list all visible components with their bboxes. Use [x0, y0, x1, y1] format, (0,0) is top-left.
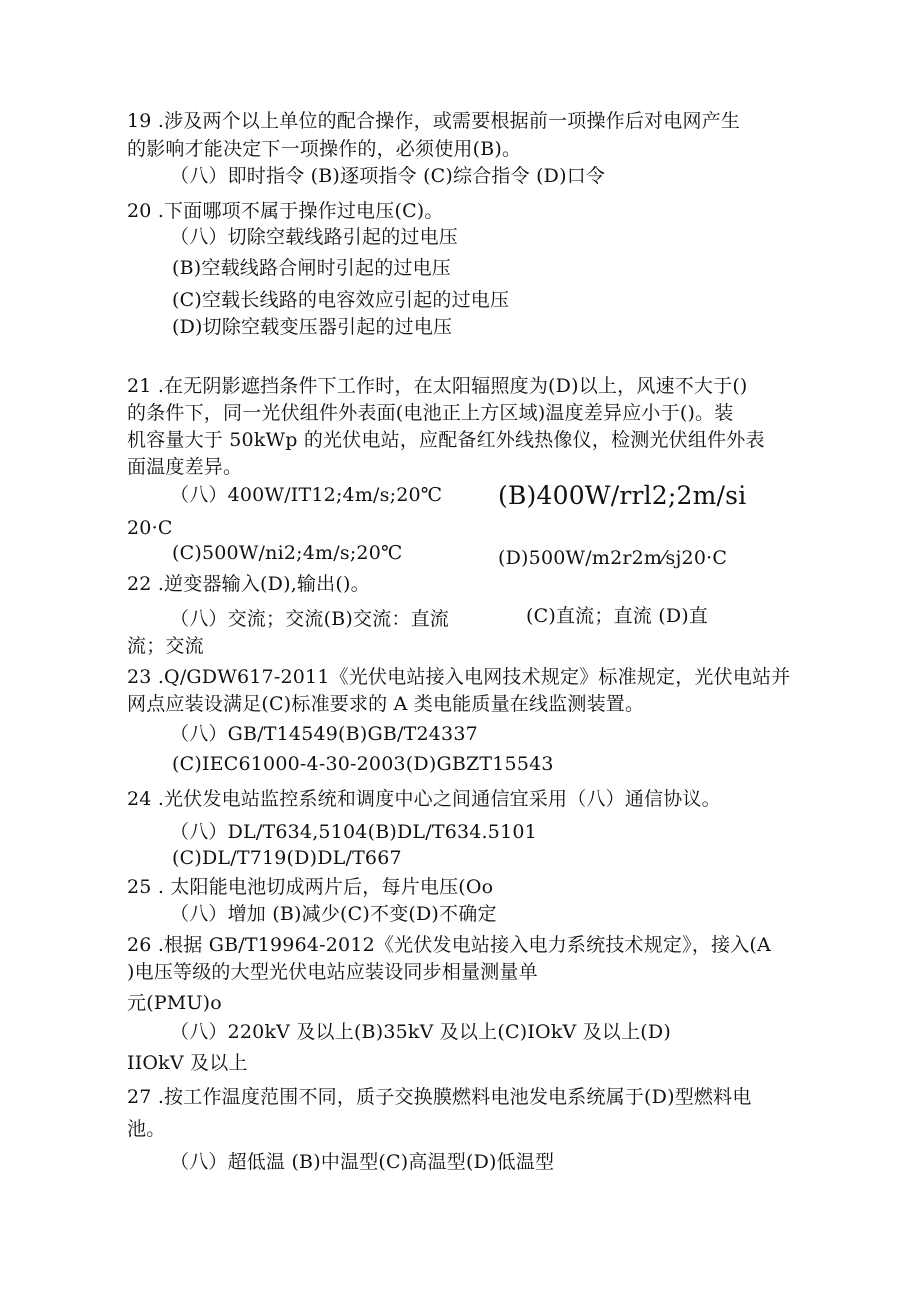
question-21-stem-line-1: 21 .在无阴影遮挡条件下工作时，在太阳辐照度为(D)以上，风速不大于() — [127, 375, 748, 397]
question-22-stem: 22 .逆变器输入(D),输出()。 — [127, 573, 370, 595]
question-23-options-c-d: (C)IEC61000-4-30-2003(D)GBZT15543 — [172, 753, 554, 775]
question-25-stem: 25 . 太阳能电池切成两片后，每片电压(Oo — [127, 876, 494, 898]
question-22-option-d-continued: 流；交流 — [127, 635, 204, 657]
question-27-stem-line-2: 池。 — [127, 1118, 166, 1140]
question-21-option-b-continued: 20·C — [127, 517, 173, 539]
question-20-option-d: (D)切除空载变压器引起的过电压 — [172, 316, 453, 338]
question-27-options: （八）超低温 (B)中温型(C)高温型(D)低温型 — [170, 1151, 555, 1173]
question-19-options: （八）即时指令 (B)逐项指令 (C)综合指令 (D)口令 — [170, 165, 606, 187]
question-22-options-a-b: （八）交流；交流(B)交流：直流 — [170, 608, 449, 630]
question-27-stem-line-1: 27 .按工作温度范围不同，质子交换膜燃料电池发电系统属于(D)型燃料电 — [127, 1086, 752, 1108]
question-22-options-c-d: (C)直流；直流 (D)直 — [526, 605, 709, 627]
question-26-options: （八）220kV 及以上(B)35kV 及以上(C)IOkV 及以上(D) — [170, 1021, 671, 1043]
question-19-stem-line-2: 的影响才能决定下一项操作的，必须使用(B)。 — [127, 138, 522, 160]
question-26-stem-line-1: 26 .根据 GB/T19964-2012《光伏发电站接入电力系统技术规定》，接入(A — [127, 934, 771, 956]
question-21-option-c: (C)500W/ni2;4m/s;20℃ — [172, 542, 403, 564]
question-19-stem-line-1: 19 .涉及两个以上单位的配合操作，或需要根据前一项操作后对电网产生 — [127, 110, 741, 132]
question-23-options-a-b: （八）GB/T14549(B)GB/T24337 — [170, 723, 478, 745]
question-21-option-d: (D)500W/m2r2m⁄sj20·C — [498, 547, 728, 569]
question-24-stem: 24 .光伏发电站监控系统和调度中心之间通信宜采用（八）通信协议。 — [127, 788, 721, 810]
question-21-option-b: (B)400W/rrl2;2m/si — [498, 481, 747, 510]
question-26-stem-line-2: )电压等级的大型光伏电站应装设同步相量测量单 — [127, 961, 538, 983]
question-26-option-d-continued: IIOkV 及以上 — [127, 1052, 248, 1074]
question-25-options: （八）增加 (B)减少(C)不变(D)不确定 — [170, 903, 497, 925]
question-21-stem-line-3: 机容量大于 50kWp 的光伏电站，应配备红外线热像仪，检测光伏组件外表 — [127, 429, 765, 451]
question-20-option-c: (C)空载长线路的电容效应引起的过电压 — [172, 289, 510, 311]
question-24-options-a-b: （八）DL/T634,5104(B)DL/T634.5101 — [170, 821, 537, 843]
question-21-option-a: （八）400W/IT12;4m/s;20℃ — [170, 484, 443, 506]
question-23-stem-line-2: 网点应装设满足(C)标准要求的 A 类电能质量在线监测装置。 — [127, 693, 645, 715]
question-24-options-c-d: (C)DL/T719(D)DL/T667 — [172, 847, 402, 869]
question-23-stem-line-1: 23 .Q/GDW617-2011《光伏电站接入电网技术规定》标准规定，光伏电站并 — [127, 666, 791, 688]
question-20-option-b: (B)空载线路合闸时引起的过电压 — [172, 257, 451, 279]
question-21-stem-line-4: 面温度差异。 — [127, 456, 243, 478]
question-26-stem-line-3: 元(PMU)o — [127, 992, 222, 1014]
question-21-stem-line-2: 的条件下，同一光伏组件外表面(电池正上方区域)温度差异应小于()。装 — [127, 402, 734, 424]
question-20-option-a: （八）切除空载线路引起的过电压 — [170, 226, 459, 248]
question-20-stem: 20 .下面哪项不属于操作过电压(C)。 — [127, 200, 444, 222]
